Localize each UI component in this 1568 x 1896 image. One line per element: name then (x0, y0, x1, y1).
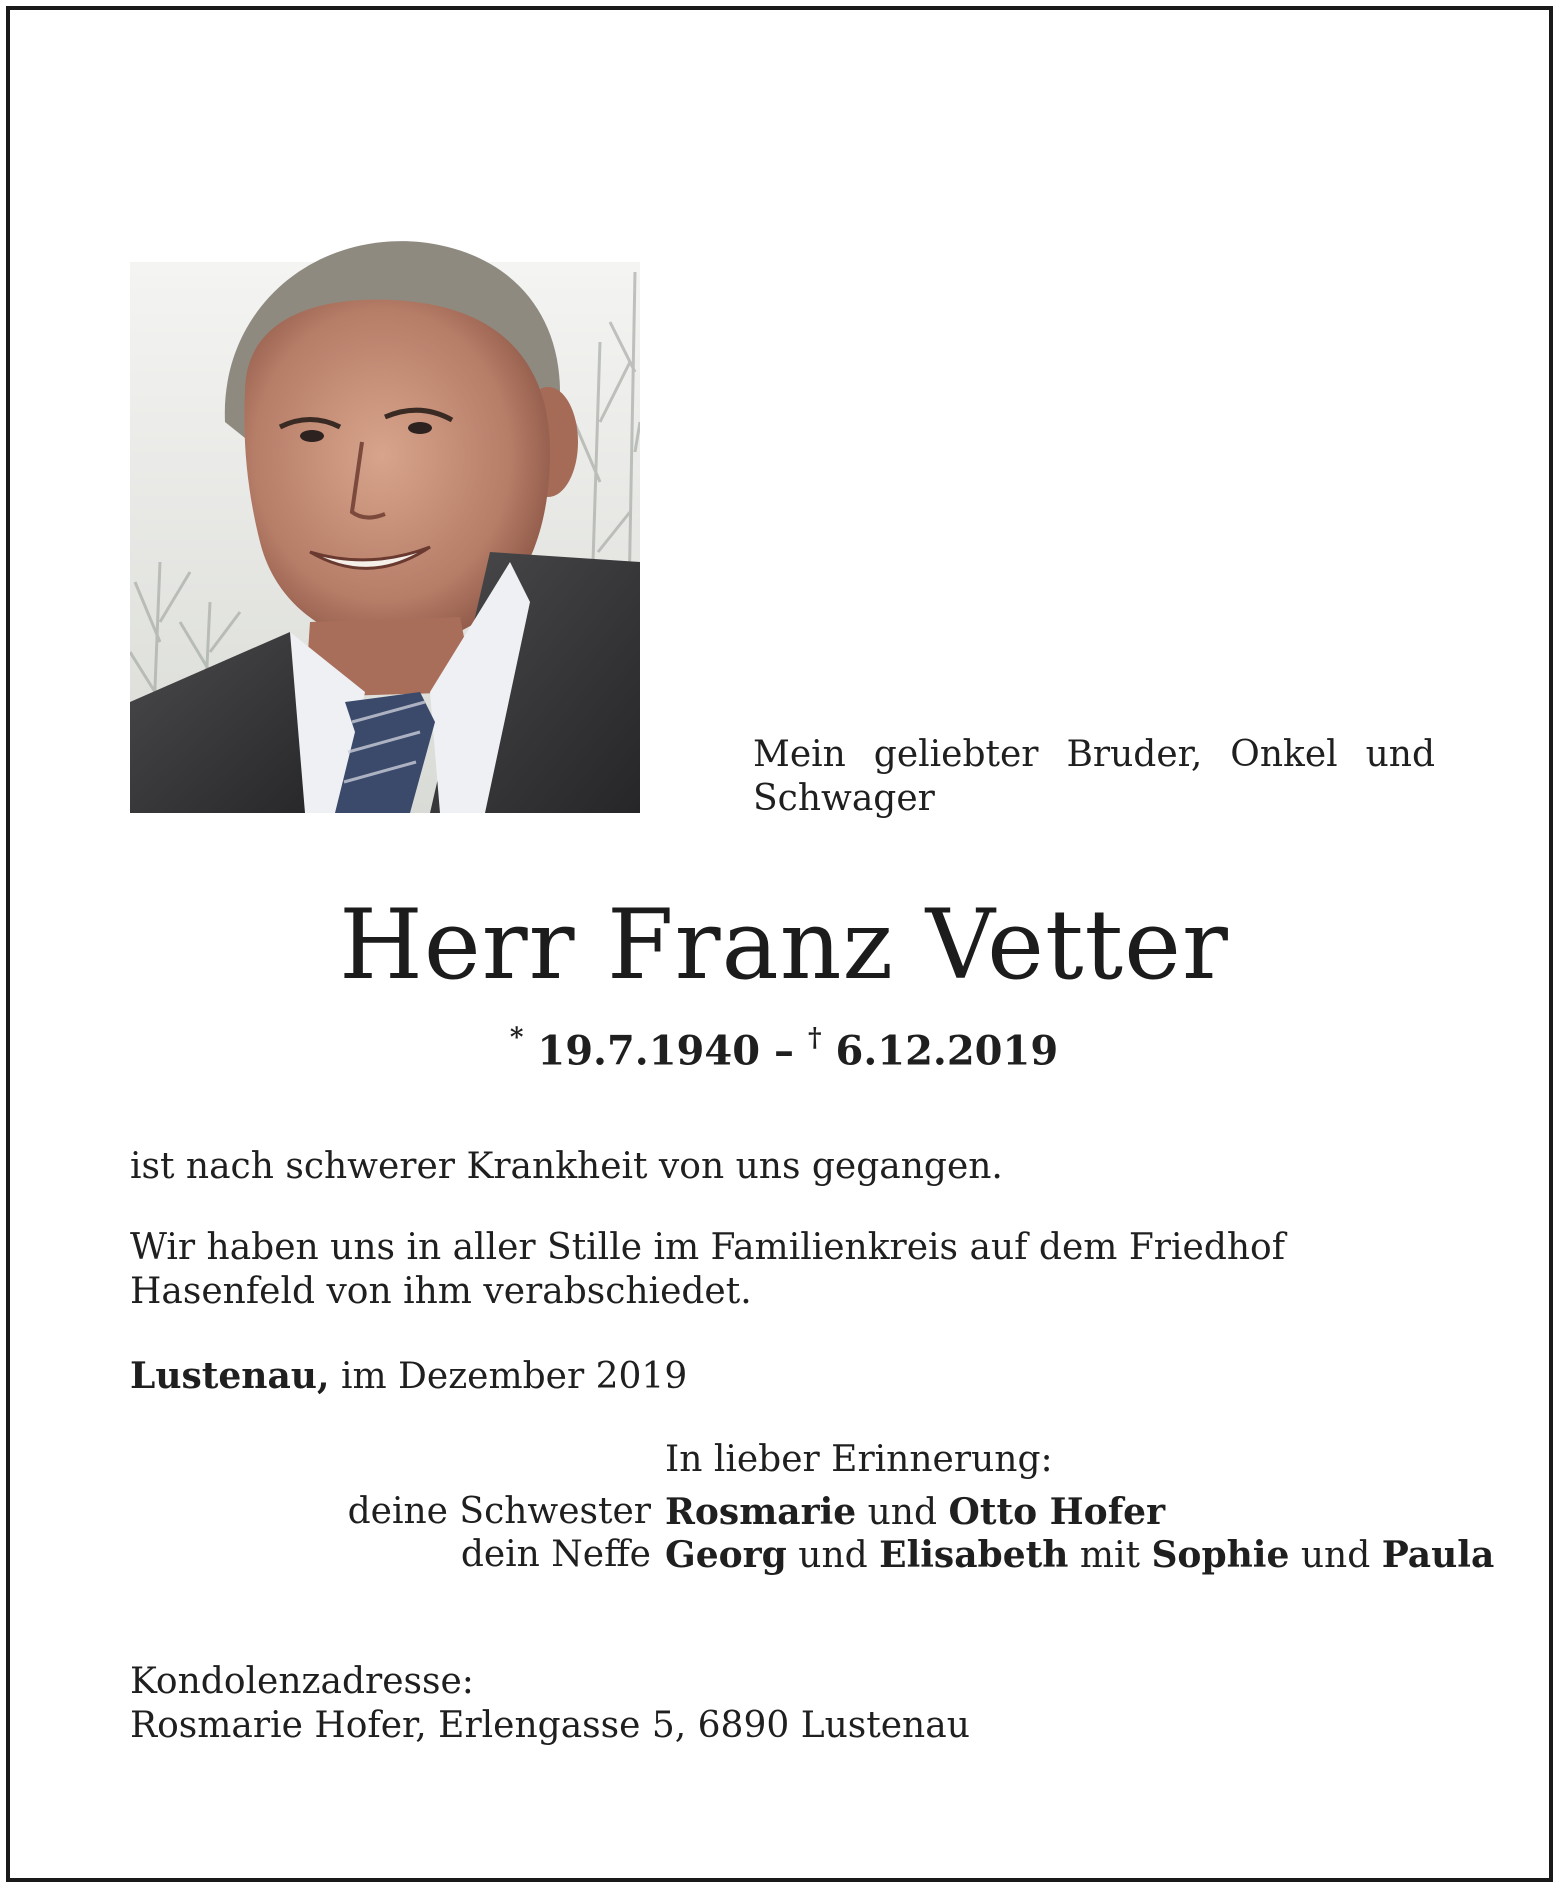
mourner-row (130, 1490, 1435, 1534)
death-symbol: † (807, 1023, 822, 1053)
connector: und (1300, 1535, 1371, 1576)
birth-date: 19.7.1940 (537, 1027, 761, 1075)
condolence-address: Rosmarie Hofer, Erlengasse 5, 6890 Lustenau (130, 1705, 970, 1746)
connector: und (867, 1492, 938, 1533)
mourner-names (665, 1533, 1494, 1578)
mourner-name: Rosmarie (665, 1491, 857, 1533)
portrait-photo (130, 222, 640, 813)
mourner-relation: dein Neffe (460, 1534, 651, 1575)
birth-symbol: * (509, 1023, 524, 1053)
mourner-relation: deine Schwester (347, 1491, 651, 1532)
memory-label: In lieber Erinnerung: (665, 1439, 1053, 1480)
intro-text: Mein geliebter Bruder, Onkel und Schwager (753, 734, 1435, 819)
connector: mit (1079, 1535, 1140, 1576)
date-separator: – (774, 1027, 794, 1075)
mourner-names (665, 1490, 1165, 1535)
mourner-name: Otto Hofer (948, 1491, 1166, 1533)
month-year: im Dezember 2019 (340, 1356, 688, 1397)
deceased-name: Herr Franz Vetter (339, 889, 1229, 1001)
death-date: 6.12.2019 (835, 1027, 1059, 1075)
passing-statement: ist nach schwerer Krankheit von uns gegangen. (130, 1146, 1003, 1187)
mourner-name: Paula (1381, 1534, 1495, 1576)
connector: und (798, 1535, 868, 1576)
farewell-statement: Wir haben uns in aller Stille im Familienkreis auf dem Friedhof Hasenfeld von ihm verabschiedet. (130, 1227, 1286, 1312)
condolence-label: Kondolenzadresse: (130, 1661, 474, 1702)
place-date-line (130, 1354, 1435, 1399)
mourner-name: Georg (665, 1534, 787, 1576)
condolence-address-block (130, 1660, 970, 1748)
place: Lustenau, (130, 1355, 330, 1397)
mourner-row (130, 1533, 1495, 1577)
life-dates (0, 1018, 1568, 1075)
mourner-name: Elisabeth (879, 1534, 1069, 1576)
mourner-name: Sophie (1151, 1534, 1290, 1576)
